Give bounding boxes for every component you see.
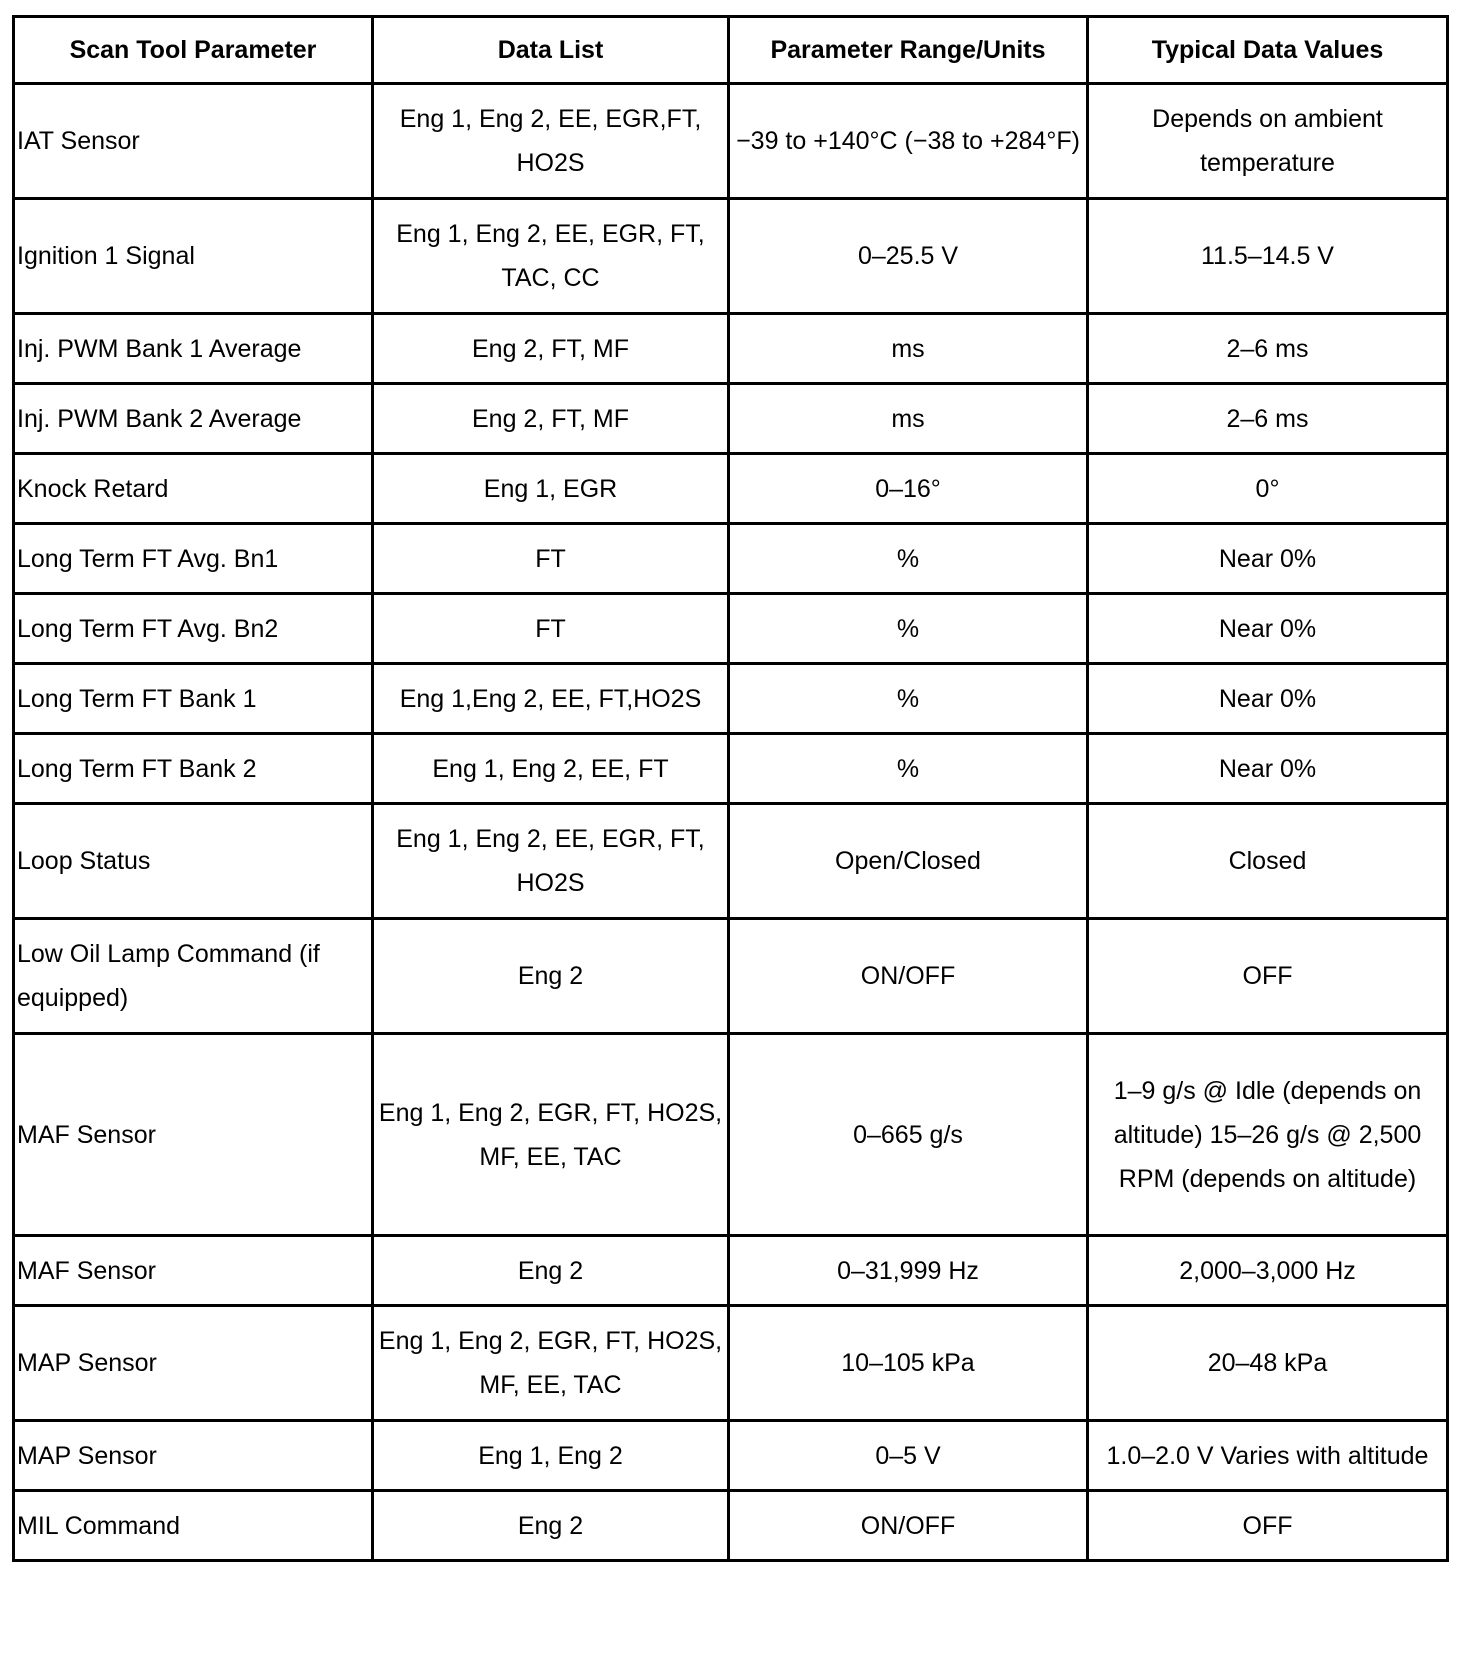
parameter-cell: MAP Sensor (14, 1306, 373, 1421)
table-row (14, 594, 1448, 664)
data-list-cell: Eng 2 (373, 1491, 729, 1561)
typical-value-cell: 11.5–14.5 V (1088, 199, 1448, 314)
parameter-cell: Long Term FT Avg. Bn2 (14, 594, 373, 664)
typical-value-cell: Near 0% (1088, 734, 1448, 804)
range-cell: ON/OFF (729, 1491, 1088, 1561)
table-row (14, 84, 1448, 199)
typical-value-cell: Near 0% (1088, 594, 1448, 664)
range-cell: Open/Closed (729, 804, 1088, 919)
range-cell: 0–16° (729, 454, 1088, 524)
parameter-cell: MIL Command (14, 1491, 373, 1561)
table-row (14, 1306, 1448, 1421)
range-cell: 0–665 g/s (729, 1034, 1088, 1236)
table-row (14, 314, 1448, 384)
typical-value-cell: Near 0% (1088, 664, 1448, 734)
data-list-cell: FT (373, 524, 729, 594)
table-row (14, 1034, 1448, 1236)
range-cell: % (729, 664, 1088, 734)
table-row (14, 454, 1448, 524)
typical-value-cell: Near 0% (1088, 524, 1448, 594)
table-row (14, 199, 1448, 314)
table-header-row (14, 17, 1448, 84)
data-list-cell: Eng 1, EGR (373, 454, 729, 524)
data-list-cell: Eng 1, Eng 2, EGR, FT, HO2S, MF, EE, TAC (373, 1034, 729, 1236)
typical-value-cell: Depends on ambient temperature (1088, 84, 1448, 199)
table-row (14, 1236, 1448, 1306)
table-row (14, 1421, 1448, 1491)
range-cell: 0–31,999 Hz (729, 1236, 1088, 1306)
data-list-cell: Eng 1, Eng 2, EE, FT (373, 734, 729, 804)
typical-value-cell: 2–6 ms (1088, 384, 1448, 454)
typical-value-cell: Closed (1088, 804, 1448, 919)
parameter-cell: IAT Sensor (14, 84, 373, 199)
typical-value-cell: 1–9 g/s @ Idle (depends on altitude) 15–26 g/s @ 2,500 RPM (depends on altitude) (1088, 1034, 1448, 1236)
range-cell: ms (729, 384, 1088, 454)
data-list-cell: Eng 2 (373, 919, 729, 1034)
range-cell: % (729, 734, 1088, 804)
table-row (14, 664, 1448, 734)
typical-value-cell: OFF (1088, 919, 1448, 1034)
range-cell: −39 to +140°C (−38 to +284°F) (729, 84, 1088, 199)
range-cell: % (729, 594, 1088, 664)
data-list-cell: Eng 1, Eng 2, EE, EGR, FT, TAC, CC (373, 199, 729, 314)
parameter-cell: MAP Sensor (14, 1421, 373, 1491)
table-row (14, 919, 1448, 1034)
range-cell: 0–25.5 V (729, 199, 1088, 314)
header-data-list: Data List (373, 17, 729, 84)
table-row (14, 734, 1448, 804)
parameter-cell: Ignition 1 Signal (14, 199, 373, 314)
scan-tool-data-table (12, 15, 1449, 1562)
header-parameter-range-units: Parameter Range/Units (729, 17, 1088, 84)
typical-value-cell: 20–48 kPa (1088, 1306, 1448, 1421)
parameter-cell: Low Oil Lamp Command (if equipped) (14, 919, 373, 1034)
table-row (14, 524, 1448, 594)
data-list-cell: Eng 1, Eng 2, EE, EGR,FT, HO2S (373, 84, 729, 199)
data-list-cell: Eng 1, Eng 2, EE, EGR, FT, HO2S (373, 804, 729, 919)
data-list-cell: Eng 2 (373, 1236, 729, 1306)
typical-value-cell: 2–6 ms (1088, 314, 1448, 384)
range-cell: ms (729, 314, 1088, 384)
parameter-cell: MAF Sensor (14, 1034, 373, 1236)
data-list-cell: Eng 1,Eng 2, EE, FT,HO2S (373, 664, 729, 734)
data-list-cell: Eng 2, FT, MF (373, 314, 729, 384)
typical-value-cell: 2,000–3,000 Hz (1088, 1236, 1448, 1306)
table-row (14, 804, 1448, 919)
data-list-cell: Eng 2, FT, MF (373, 384, 729, 454)
parameter-cell: Long Term FT Avg. Bn1 (14, 524, 373, 594)
parameter-cell: Knock Retard (14, 454, 373, 524)
typical-value-cell: 0° (1088, 454, 1448, 524)
parameter-cell: MAF Sensor (14, 1236, 373, 1306)
header-scan-tool-parameter: Scan Tool Parameter (14, 17, 373, 84)
parameter-cell: Inj. PWM Bank 1 Average (14, 314, 373, 384)
parameter-cell: Long Term FT Bank 1 (14, 664, 373, 734)
parameter-cell: Long Term FT Bank 2 (14, 734, 373, 804)
data-list-cell: Eng 1, Eng 2 (373, 1421, 729, 1491)
data-list-cell: FT (373, 594, 729, 664)
range-cell: 0–5 V (729, 1421, 1088, 1491)
table-row (14, 384, 1448, 454)
range-cell: 10–105 kPa (729, 1306, 1088, 1421)
data-list-cell: Eng 1, Eng 2, EGR, FT, HO2S, MF, EE, TAC (373, 1306, 729, 1421)
table-row (14, 1491, 1448, 1561)
range-cell: ON/OFF (729, 919, 1088, 1034)
parameter-cell: Loop Status (14, 804, 373, 919)
typical-value-cell: 1.0–2.0 V Varies with altitude (1088, 1421, 1448, 1491)
range-cell: % (729, 524, 1088, 594)
header-typical-data-values: Typical Data Values (1088, 17, 1448, 84)
parameter-cell: Inj. PWM Bank 2 Average (14, 384, 373, 454)
typical-value-cell: OFF (1088, 1491, 1448, 1561)
